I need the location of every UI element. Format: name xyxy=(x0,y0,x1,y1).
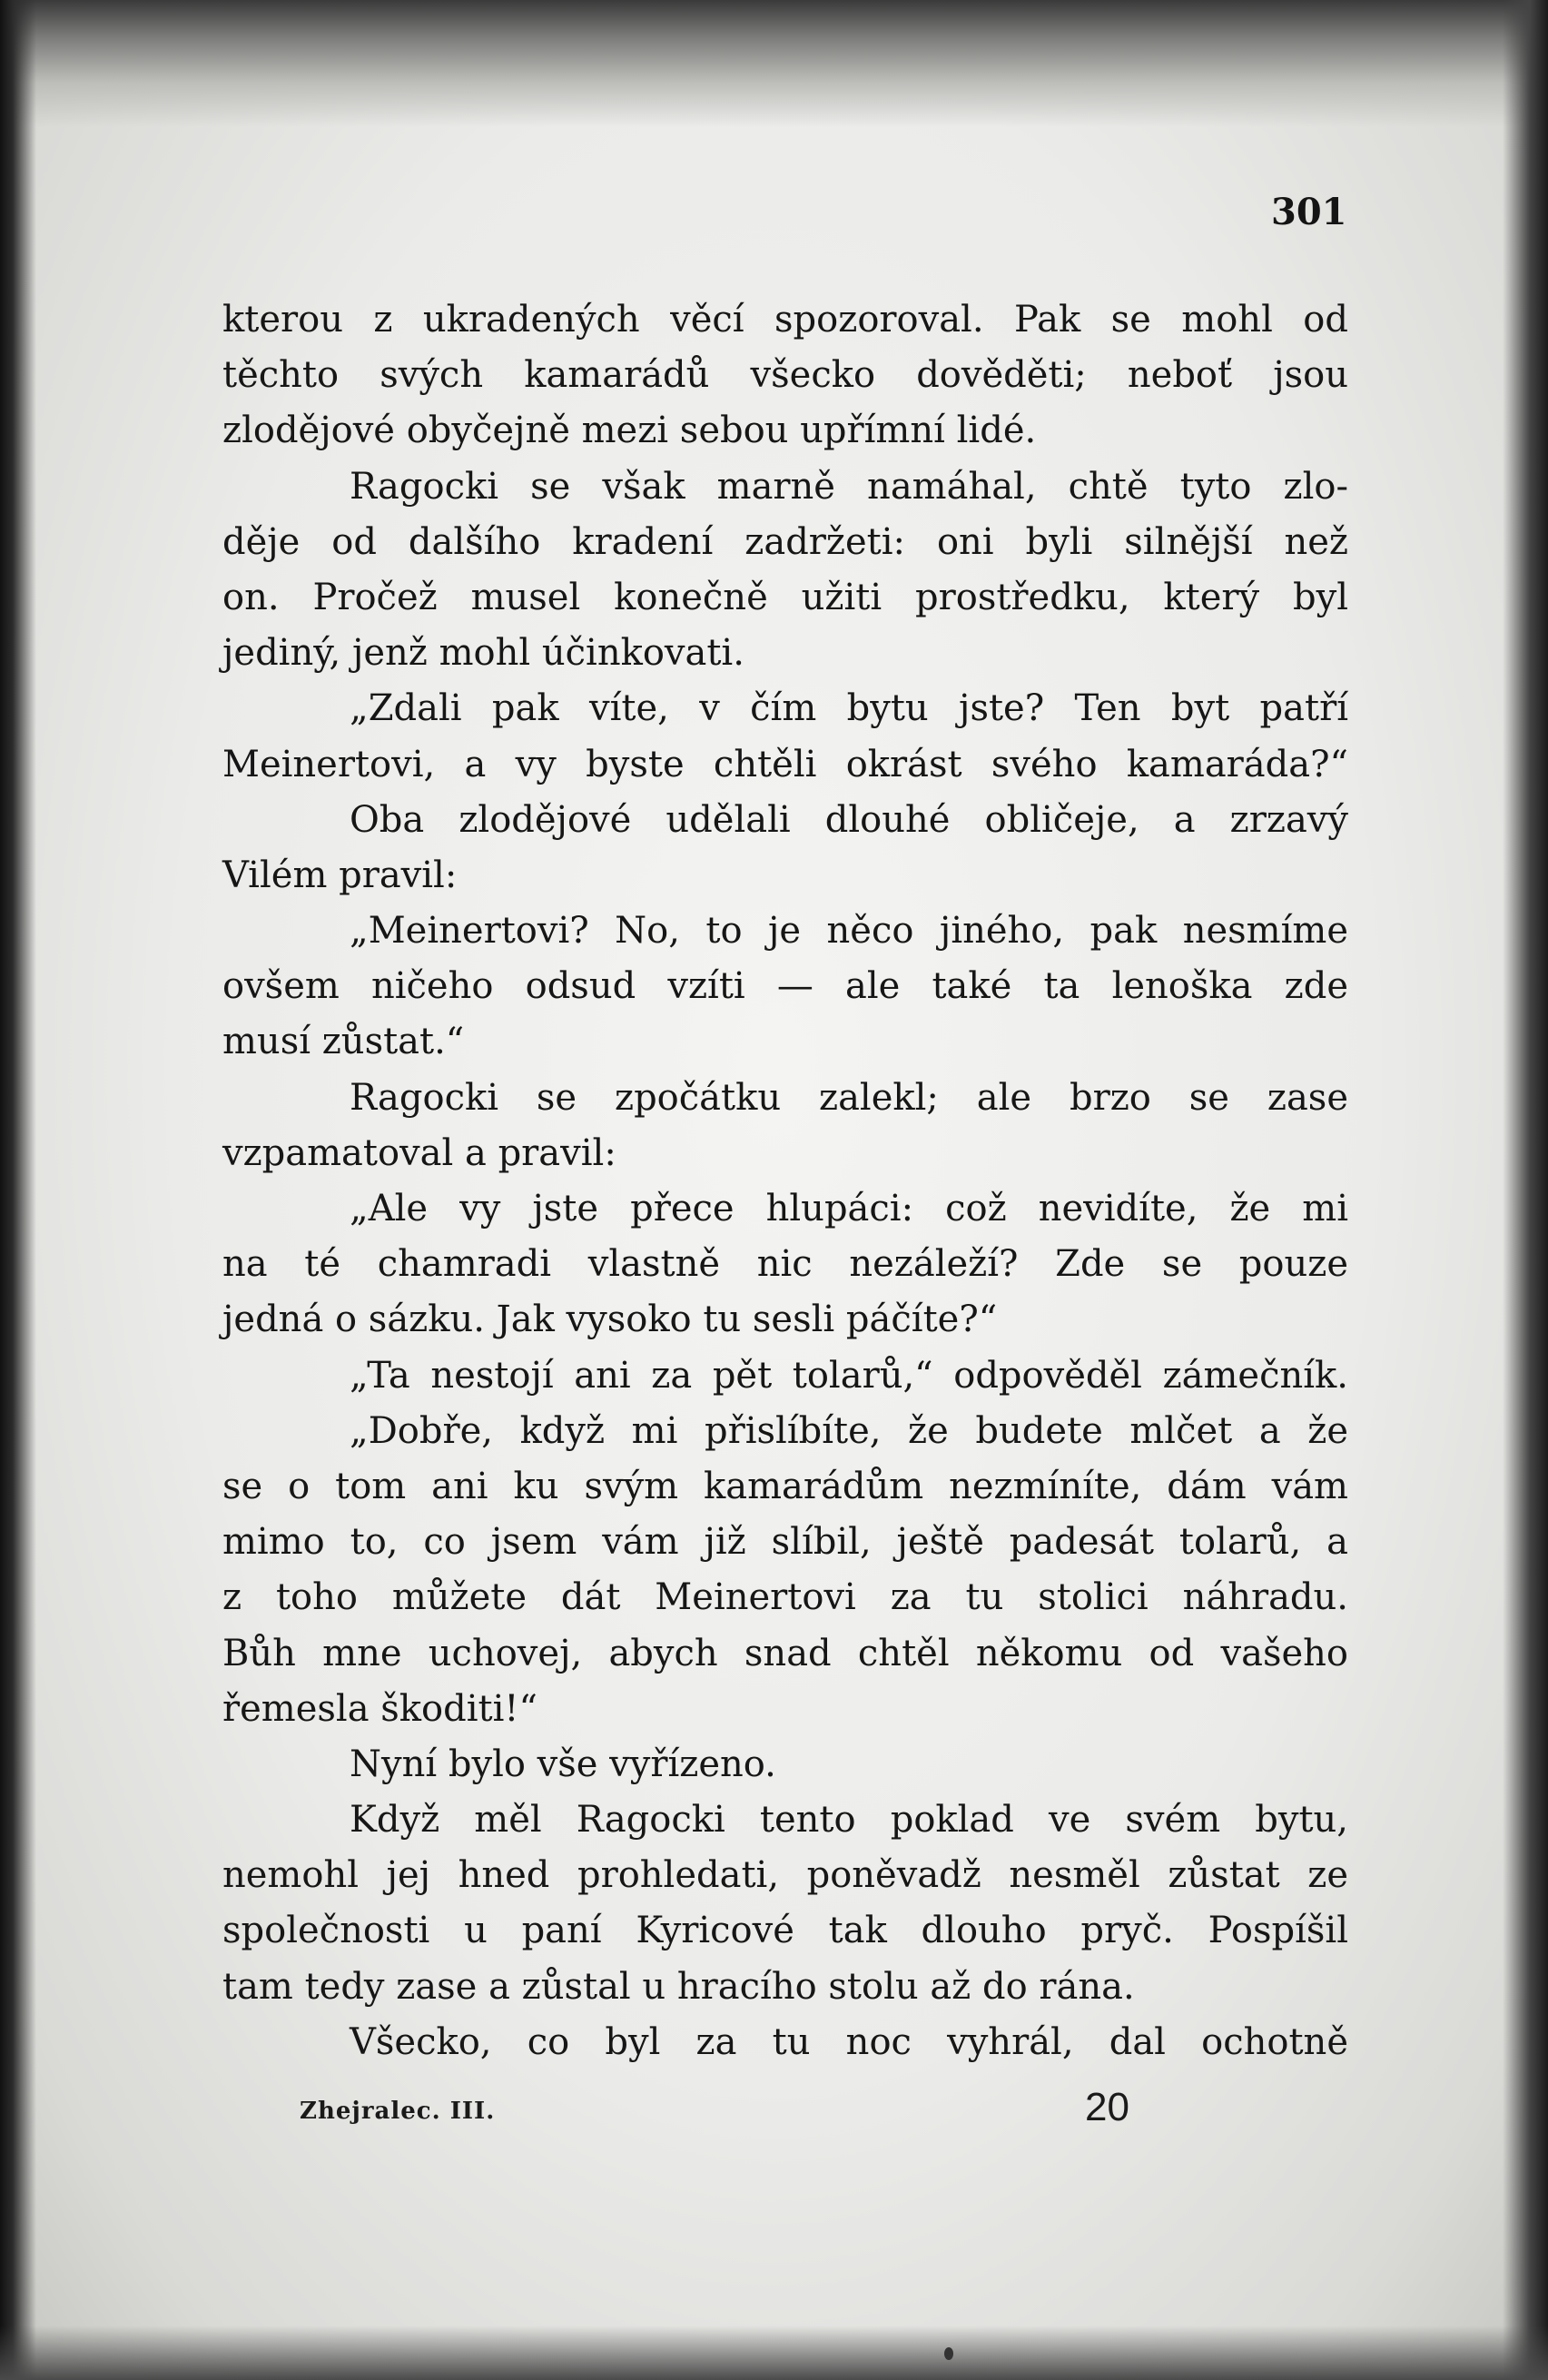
text-line: jediný, jenž mohl účinkovati. xyxy=(222,632,744,675)
ink-speck xyxy=(944,2347,953,2360)
text-line: se o tom ani ku svým kamarádům nezmíníte, dám vám xyxy=(222,1465,1348,1507)
text-line: „Meinertovi? No, to je něco jiného, pak nesmíme xyxy=(350,910,1348,953)
text-line: Nyní bylo vše vyřízeno. xyxy=(350,1743,776,1785)
text-line: z toho můžete dát Meinertovi za tu stolici náhradu. xyxy=(222,1576,1348,1619)
page-edge-shadow-top xyxy=(0,0,1548,127)
text-line: Vilém pravil: xyxy=(222,854,458,896)
text-line: tam tedy zase a zůstal u hracího stolu až do rána. xyxy=(222,1965,1135,2008)
body-text xyxy=(222,292,1348,2070)
text-line: na té chamradi vlastně nic nezáleží? Zde se pouze xyxy=(222,1243,1348,1286)
text-line: „Ta nestojí ani za pět tolarů,“ odpověděl zámečník. xyxy=(350,1354,1348,1397)
text-line: „Dobře, když mi přislíbíte, že budete mlčet a že xyxy=(350,1409,1348,1452)
page-edge-shadow-right xyxy=(1503,0,1548,2380)
page-edge-shadow-left xyxy=(0,0,36,2380)
text-line: „Zdali pak víte, v čím bytu jste? Ten byt patří xyxy=(350,687,1348,730)
text-line: on. Pročež musel konečně užiti prostředku, který byl xyxy=(222,576,1348,618)
text-line: Ragocki se zpočátku zalekl; ale brzo se zase xyxy=(350,1076,1348,1119)
text-line: děje od dalšího kradení zadržeti: oni byli silnější než xyxy=(222,520,1348,563)
text-line: kterou z ukradených věcí spozoroval. Pak se mohl od xyxy=(222,299,1348,341)
text-line: těchto svých kamarádů všecko dověděti; neboť jsou xyxy=(222,354,1348,397)
text-line: mimo to, co jsem vám již slíbil, ještě padesát tolarů, a xyxy=(222,1521,1348,1564)
footer-signature: Zhejralec. III. xyxy=(300,2098,496,2125)
text-line: Oba zlodějové udělali dlouhé obličeje, a zrzavý xyxy=(350,798,1348,841)
text-line: Meinertovi, a vy byste chtěli okrást svého kamaráda?“ xyxy=(222,743,1348,785)
page-edge-shadow-bottom xyxy=(0,2326,1548,2380)
page-number: 301 xyxy=(1271,191,1347,233)
text-line: zlodějové obyčejně mezi sebou upřímní lidé. xyxy=(222,410,1037,452)
text-line: vzpamatoval a pravil: xyxy=(222,1131,616,1174)
text-line: Když měl Ragocki tento poklad ve svém bytu, xyxy=(350,1799,1348,1842)
text-line: jedná o sázku. Jak vysoko tu sesli páčíte?“ xyxy=(222,1299,998,1341)
text-line: „Ale vy jste přece hlupáci: což nevidíte, že mi xyxy=(350,1188,1348,1230)
text-line: ovšem ničeho odsud vzíti — ale také ta lenoška zde xyxy=(222,965,1348,1008)
text-line: společnosti u paní Kyricové tak dlouho pryč. Pospíšil xyxy=(222,1910,1348,1952)
text-line: Všecko, co byl za tu noc vyhrál, dal ochotně xyxy=(350,2020,1348,2063)
text-line: řemesla škoditi!“ xyxy=(222,1687,537,1730)
text-line: Ragocki se však marně namáhal, chtě tyto zlo- xyxy=(350,465,1348,508)
text-line: nemohl jej hned prohledati, poněvadž nesměl zůstat ze xyxy=(222,1854,1348,1897)
text-line: musí zůstat.“ xyxy=(222,1021,465,1063)
text-line: Bůh mne uchovej, abych snad chtěl někomu od vašeho xyxy=(222,1632,1348,1674)
footer-sheet-number: 20 xyxy=(1085,2085,1129,2129)
